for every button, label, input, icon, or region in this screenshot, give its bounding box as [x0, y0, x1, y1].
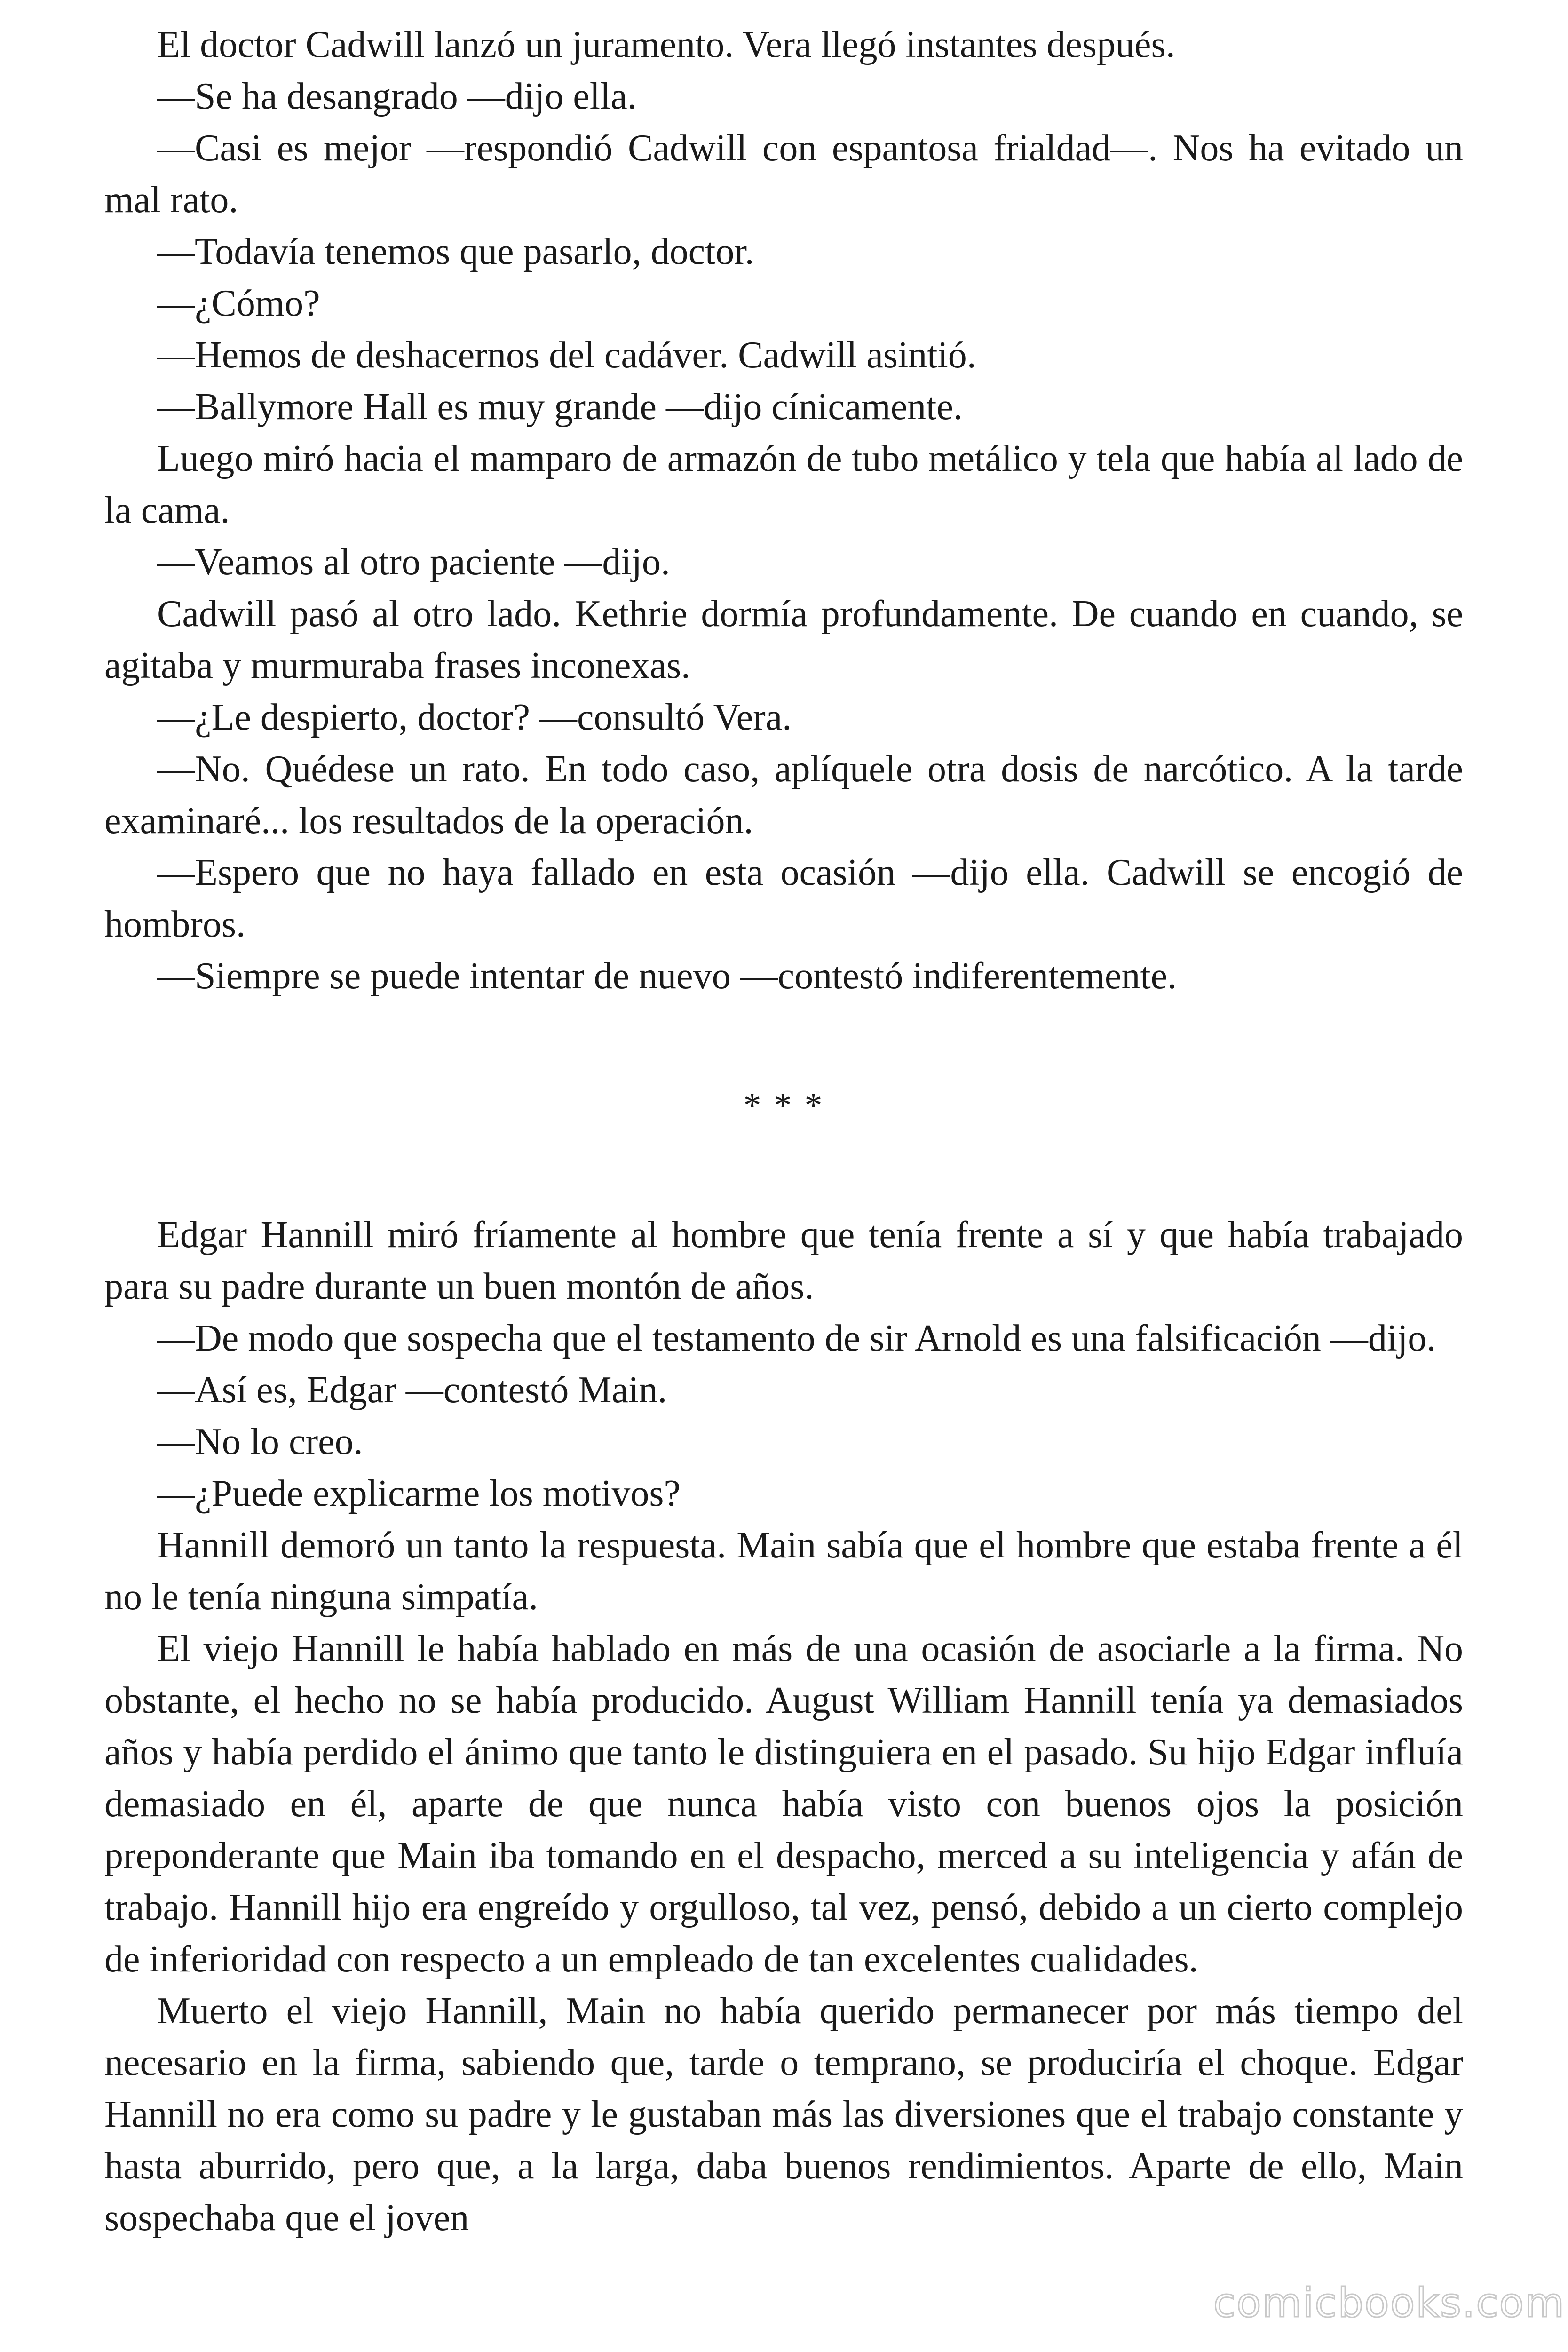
- paragraph: —Así es, Edgar —contestó Main.: [157, 1369, 667, 1411]
- paragraph: —Casi es mejor —respondió Cadwill con espantosa frialdad—. Nos ha evitado un mal rato.: [104, 127, 1463, 221]
- paragraph: —Veamos al otro paciente —dijo.: [157, 541, 670, 583]
- paragraph: —Espero que no haya fallado en esta ocasión —dijo ella. Cadwill se encogió de hombros.: [104, 852, 1463, 945]
- paragraph: Hannill demoró un tanto la respuesta. Main sabía que el hombre que estaba frente a él no le tenía ninguna simpatía.: [104, 1525, 1463, 1618]
- scene-break-asterisks: * * *: [743, 1085, 824, 1125]
- paragraph: —De modo que sospecha que el testamento de sir Arnold es una falsificación —dijo.: [157, 1318, 1436, 1359]
- paragraph: El viejo Hannill le había hablado en más de una ocasión de asociarle a la firma. No obstante, el hecho no se había producido. August William Hannill tenía ya demasiados años y había perdido el ánimo que tanto le distinguiera en el pasado. Su hijo Edgar influía demasiado en él, aparte de que nunca había visto con buenos ojos la posición preponderante que Main iba tomando en el despacho, merced a su inteligencia y afán de trabajo. Hannill hijo era engreído y orgulloso, tal vez, pensó, debido a un cierto complejo de inferioridad con respecto a un empleado de tan excelentes cualidades.: [104, 1628, 1463, 1980]
- page-body: [104, 19, 1463, 2244]
- section-one: [104, 19, 1463, 1002]
- paragraph: Muerto el viejo Hannill, Main no había querido permanecer por más tiempo del necesario en la firma, sabiendo que, tarde o temprano, se produciría el choque. Edgar Hannill no era como su padre y le gustaban más las diversiones que el trabajo constante y hasta aburrido, pero que, a la larga, daba buenos rendimientos. Aparte de ello, Main sospechaba que el joven: [104, 1990, 1463, 2239]
- paragraph: —No. Quédese un rato. En todo caso, aplíquele otra dosis de narcótico. A la tarde examinaré... los resultados de la operación.: [104, 748, 1463, 842]
- section-two: [104, 1209, 1463, 2244]
- paragraph: Edgar Hannill miró fríamente al hombre que tenía frente a sí y que había trabajado para su padre durante un buen montón de años.: [104, 1214, 1463, 1307]
- paragraph: Cadwill pasó al otro lado. Kethrie dormía profundamente. De cuando en cuando, se agitaba y murmuraba frases inconexas.: [104, 593, 1463, 686]
- scene-break: [104, 1002, 1463, 1209]
- paragraph: —No lo creo.: [157, 1421, 363, 1462]
- paragraph: —Ballymore Hall es muy grande —dijo cínicamente.: [157, 386, 963, 428]
- paragraph: —Todavía tenemos que pasarlo, doctor.: [157, 231, 754, 272]
- paragraph: —Siempre se puede intentar de nuevo —contestó indiferentemente.: [157, 955, 1177, 997]
- paragraph: El doctor Cadwill lanzó un juramento. Vera llegó instantes después.: [157, 24, 1175, 65]
- paragraph: —Hemos de deshacernos del cadáver. Cadwill asintió.: [157, 334, 976, 376]
- paragraph: —¿Le despierto, doctor? —consultó Vera.: [157, 697, 792, 738]
- paragraph: —¿Cómo?: [157, 283, 320, 324]
- paragraph: Luego miró hacia el mamparo de armazón de tubo metálico y tela que había al lado de la cama.: [104, 438, 1463, 531]
- paragraph: —¿Puede explicarme los motivos?: [157, 1473, 681, 1514]
- paragraph: —Se ha desangrado —dijo ella.: [157, 76, 637, 117]
- watermark: comicbooks.com: [1213, 2280, 1565, 2327]
